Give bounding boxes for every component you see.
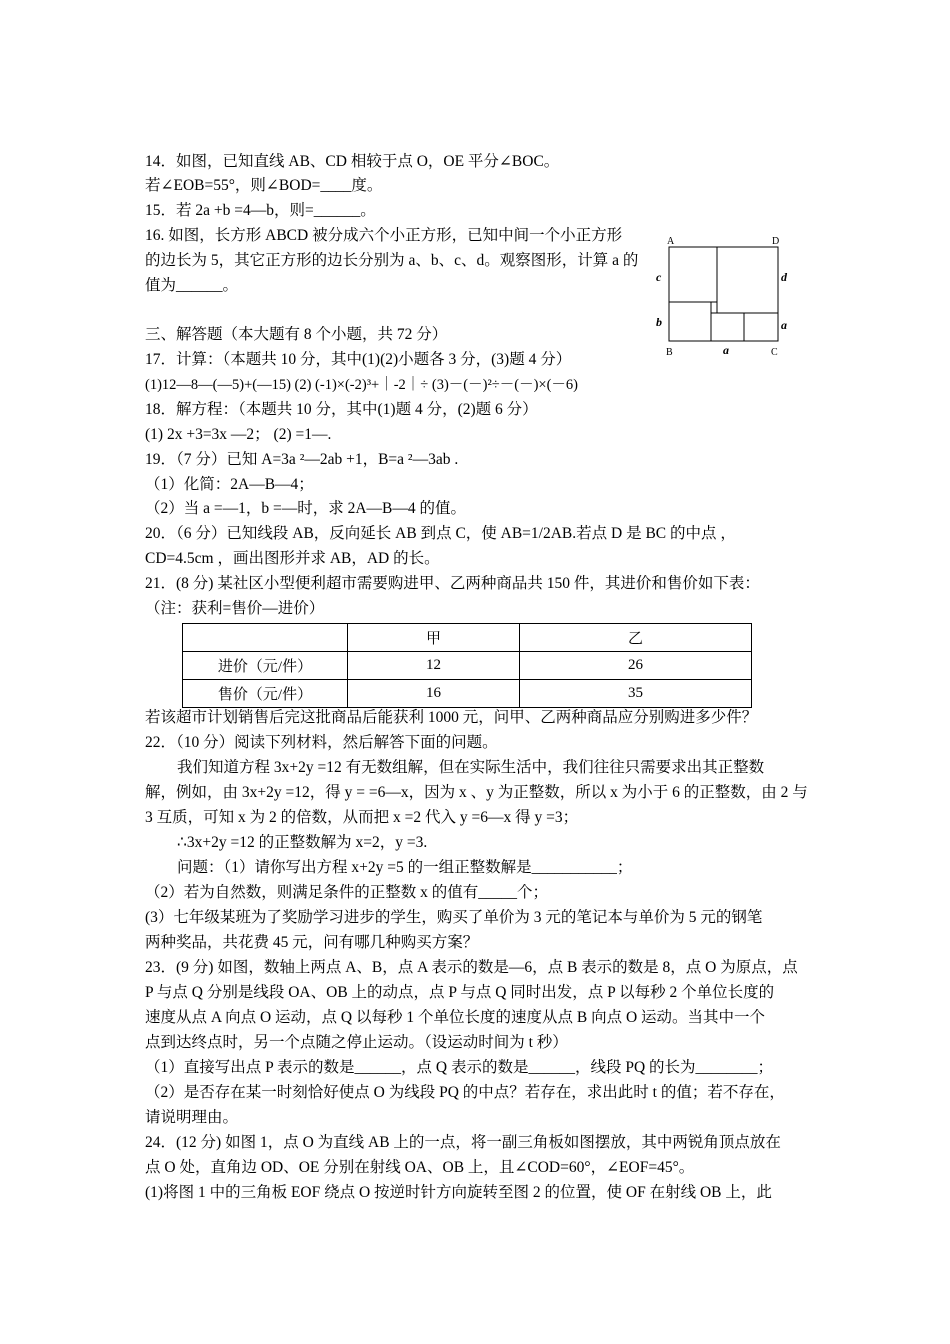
q23-line6: （2）是否存在某一时刻恰好使点 O 为线段 PQ 的中点？若存在，求出此时 t 的值；若不存在， [145, 1084, 785, 1101]
q23-line2: P 与点 Q 分别是线段 OA、OB 上的动点，点 P 与点 Q 同时出发，点 P 以每秒 2 个单位长度的 [145, 984, 775, 1001]
q22-para7: (3）七年级某班为了奖励学习进步的学生，购买了单价为 3 元的笔记本与单价为 5 元的钢笔 [145, 909, 763, 926]
label-d: d [781, 270, 787, 284]
q19-part1: （1）化简：2A—B—4； [145, 476, 314, 493]
q22-para8: 两种奖品，共花费 45 元，问有哪几种购买方案？ [145, 934, 479, 951]
table-header-cell: 乙 [520, 624, 752, 652]
table-cell: 16 [348, 680, 520, 708]
label-a-right: a [781, 318, 787, 332]
q22-title: 22．（10 分）阅读下列材料，然后解答下面的问题。 [145, 734, 498, 751]
price-table [182, 623, 752, 708]
q16-line3: 值为______。 [145, 277, 239, 294]
q22-para6: （2）若为自然数，则满足条件的正整数 x 的值有_____个； [145, 884, 549, 901]
corner-C: C [771, 347, 778, 358]
q23-line1: 23．(9 分) 如图，数轴上两点 A、B，点 A 表示的数是—6，点 B 表示的数是 8，点 O 为原点，点 [145, 959, 798, 976]
label-c: c [656, 270, 662, 284]
corner-A: A [667, 236, 675, 247]
q22-para3: 3 互质，可知 x 为 2 的倍数，从而把 x =2 代入 y =6—x 得 y =3； [145, 809, 579, 826]
rectangle-squares-figure [652, 232, 802, 362]
corner-B: B [666, 347, 673, 358]
q15-line: 15．若 2a +b =4—b，则=______。 [145, 202, 376, 219]
outer-rectangle [669, 247, 778, 341]
table-cell: 26 [520, 652, 752, 680]
q18-subquestions: (1) 2x +3=3x —2； (2) =1—. [145, 426, 332, 443]
square-center [711, 302, 717, 313]
square-c [669, 247, 717, 302]
label-b: b [656, 315, 662, 329]
q24-line1: 24．(12 分) 如图 1，点 O 为直线 AB 上的一点，将一副三角板如图摆放，其中两锐角顶点放在 [145, 1134, 781, 1151]
q20-line1: 20．（6 分）已知线段 AB，反向延长 AB 到点 C，使 AB=1/2AB.若点 D 是 BC 的中点 ， [145, 525, 736, 542]
q17-subquestions: (1)12—8—(—5)+(—15) (2) (-1)×(-2)³+｜-2｜÷ (3)－(－)²÷－(－)×(－6) [145, 377, 579, 393]
table-cell: 进价（元/件） [183, 652, 348, 680]
section-3-title: 三、解答题（本大题有 8 个小题，共 72 分） [145, 326, 448, 343]
label-a-bottom: a [723, 343, 729, 357]
q21-line1: 21．(8 分) 某社区小型便利超市需要购进甲、乙两种商品共 150 件，其进价和售价如下表： [145, 575, 760, 592]
q23-line7: 请说明理由。 [145, 1109, 239, 1126]
q19-part2: （2）当 a =—1，b =—时，求 2A—B—4 的值。 [145, 500, 467, 517]
table-cell: 35 [520, 680, 752, 708]
q22-para2: 解，例如，由 3x+2y =12，得 y = =6—x，因为 x 、y 为正整数，所以 x 为小于 6 的正整数，由 2 与 [145, 784, 808, 801]
q21-line3: 若该超市计划销售后完这批商品后能获利 1000 元，问甲、乙两种商品应分别购进多少件？ [145, 709, 758, 726]
q14-line1: 14．如图，已知直线 AB、CD 相较于点 O，OE 平分∠BOC。 [145, 153, 560, 170]
table-header-cell [183, 624, 348, 652]
q19-title: 19．（7 分）已知 A=3a ²—2ab +1，B=a ²—3ab . [145, 451, 459, 468]
q14-line2: 若∠EOB=55°，则∠BOD=____度。 [145, 177, 383, 194]
q23-line5: （1）直接写出点 P 表示的数是______，点 Q 表示的数是______，线段 PQ 的长为________； [145, 1059, 774, 1076]
square-b [669, 302, 711, 341]
corner-D: D [772, 236, 780, 247]
q20-line2: CD=4.5cm ，画出图形并求 AB，AD 的长。 [145, 550, 440, 567]
q23-line3: 速度从点 A 向点 O 运动，点 Q 以每秒 1 个单位长度的速度从点 B 向点 O 运动。当其中一个 [145, 1009, 766, 1026]
square-d [717, 247, 778, 313]
q22-para1: 我们知道方程 3x+2y =12 有无数组解，但在实际生活中，我们往往只需要求出其正整数 [177, 759, 765, 776]
q22-para5: 问题：（1）请你写出方程 x+2y =5 的一组正整数解是___________； [177, 859, 633, 876]
table-row [183, 680, 752, 708]
q21-line2: （注：获利=售价—进价） [145, 600, 325, 617]
q22-para4: ∴3x+2y =12 的正整数解为 x=2，y =3. [177, 834, 428, 851]
table-header-row [183, 624, 752, 652]
q24-line3: (1)将图 1 中的三角板 EOF 绕点 O 按逆时针方向旋转至图 2 的位置，使 OF 在射线 OB 上，此 [145, 1184, 772, 1201]
q23-line4: 点到达终点时，另一个点随之停止运动。（设运动时间为 t 秒） [145, 1034, 568, 1051]
table-header-cell: 甲 [348, 624, 520, 652]
table-cell: 售价（元/件） [183, 680, 348, 708]
q16-line2: 的边长为 5，其它正方形的边长分别为 a、b、c、d。观察图形，计算 a 的 [145, 252, 639, 269]
q16-line1: 16. 如图，长方形 ABCD 被分成六个小正方形，已知中间一个小正方形 [145, 227, 623, 244]
table-row [183, 652, 752, 680]
square-a-right [744, 313, 778, 341]
square-a-bottom [711, 313, 744, 341]
q18-title: 18．解方程：（本题共 10 分，其中(1)题 4 分，(2)题 6 分） [145, 401, 538, 418]
q24-line2: 点 O 处，直角边 OD、OE 分别在射线 OA、OB 上，且∠COD=60°，∠EOF=45°。 [145, 1159, 695, 1176]
table-cell: 12 [348, 652, 520, 680]
q17-title: 17．计算：（本题共 10 分，其中(1)(2)小题各 3 分，(3)题 4 分） [145, 351, 572, 368]
